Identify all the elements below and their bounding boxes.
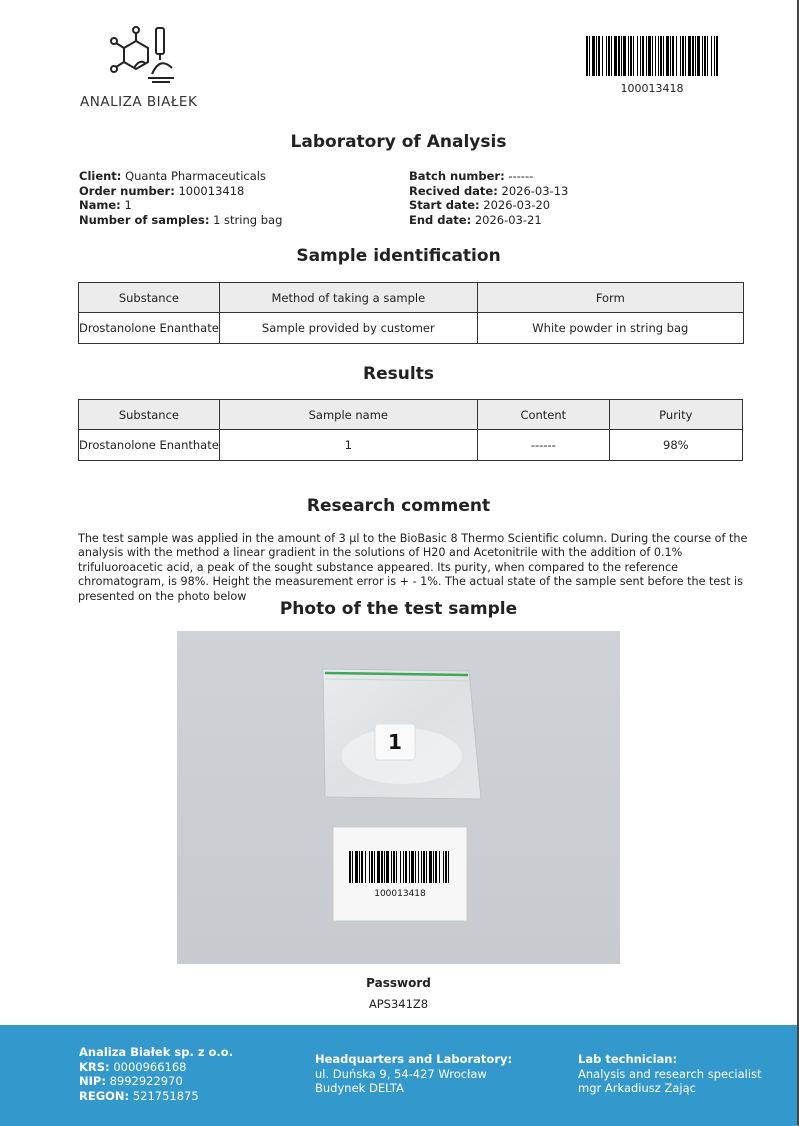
results-heading: Results (363, 364, 434, 384)
tech-name: mgr Arkadiusz Zając (578, 1081, 696, 1095)
footer-hq (315, 1052, 512, 1096)
hq-address: ul. Duńska 9, 54-427 Wrocław (315, 1066, 487, 1081)
table-cell: 98% (609, 430, 742, 461)
info-end-date: End date: 2026-03-21 (409, 212, 542, 227)
tech-title: Analysis and research specialist (578, 1066, 762, 1081)
sample-identification-table (78, 282, 744, 344)
info-received-date: Recived date: 2026-03-13 (409, 183, 569, 198)
table-cell: 1 (219, 430, 477, 461)
info-client: Client: Quanta Pharmaceuticals (79, 169, 266, 183)
tech-heading: Lab technician: (578, 1052, 678, 1066)
photo-heading: Photo of the test sample (279, 599, 518, 619)
table-row (79, 313, 744, 344)
barcode (586, 36, 718, 76)
research-comment-text: The test sample was applied in the amount of 3 µl to the BioBasic 8 Thermo Scientific column. During the course of the analysis with the method a linear gradient in the solutions of H20 and Acetonitrile with the addition of 0.1% trifuluoroacetic acid, a peak of the sought substance appeared. Its purity, when compared to the reference chromatogram, is 98%. Height the measurement error is + - 1%. The actual state of the sample sent before the test is presented on the photo below (78, 532, 748, 603)
company-logo (80, 24, 220, 114)
hq-building: Budynek DELTA (315, 1081, 404, 1095)
brand-name: ANALIZA BIAŁEK (80, 94, 198, 110)
info-start-date: Start date: 2026-03-20 (409, 198, 551, 212)
table-header: Purity (609, 400, 742, 430)
table-header: Substance (79, 283, 220, 313)
table-header: Content (477, 400, 609, 430)
company-name: Analiza Białek sp. z o.o. (79, 1045, 234, 1059)
table-cell: Drostanolone Enanthate (79, 430, 220, 461)
page-title: Laboratory of Analysis (290, 132, 507, 152)
table-row (79, 430, 743, 461)
table-header: Sample name (219, 400, 477, 430)
info-order-number: Order number: 100013418 (79, 183, 245, 198)
footer (0, 1025, 797, 1126)
table-cell: Sample provided by customer (219, 313, 477, 344)
info-name: Name: 1 (79, 198, 132, 212)
info-batch-number: Batch number: ------ (409, 169, 534, 183)
hq-heading: Headquarters and Laboratory: (315, 1052, 513, 1066)
research-comment-heading: Research comment (306, 496, 491, 516)
table-cell: White powder in string bag (477, 313, 743, 344)
molecule-microscope-icon (108, 24, 180, 86)
regon-number: 521751875 (132, 1088, 199, 1103)
results-table (78, 399, 743, 461)
photo-label-number: 100013418 (374, 889, 426, 899)
table-header: Method of taking a sample (219, 283, 477, 313)
barcode-number: 100013418 (620, 82, 684, 95)
info-number-of-samples: Number of samples: 1 string bag (79, 212, 283, 227)
table-header: Form (477, 283, 743, 313)
info-right (409, 169, 568, 227)
sample-photo (177, 631, 620, 964)
password-value: APS341Z8 (368, 997, 429, 1011)
sample-bag-image (177, 631, 620, 964)
info-left (79, 169, 282, 227)
krs-number: 0000966168 (113, 1059, 187, 1074)
sample-identification-heading: Sample identification (296, 246, 501, 266)
table-cell: ------ (477, 430, 609, 461)
footer-tech (578, 1052, 762, 1096)
footer-company: Analiza Białek sp. z o.o. KRS: 0000966168 NIP: 8992922970 REGON: 521751875 (79, 1045, 234, 1103)
password-label: Password (366, 976, 431, 990)
table-header: Substance (79, 400, 220, 430)
nip-number: 8992922970 (109, 1074, 183, 1088)
table-cell: Drostanolone Enanthate (79, 313, 220, 344)
bag-label: 1 (388, 730, 402, 754)
